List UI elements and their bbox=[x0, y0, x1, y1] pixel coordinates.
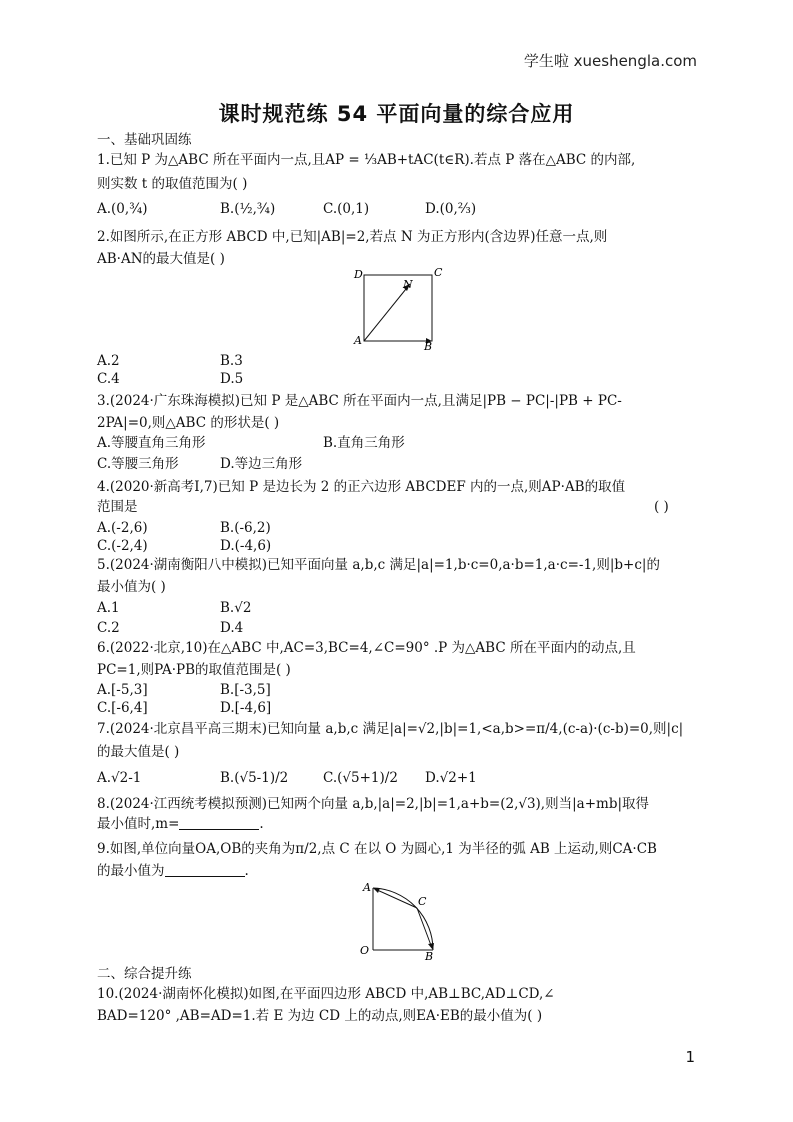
question-3-option-c: C.等腰三角形 bbox=[97, 456, 179, 472]
question-10-text: 10.(2024·湖南怀化模拟)如图,在平面四边形 ABCD 中,AB⊥BC,AD⊥CD,∠ bbox=[97, 986, 555, 1002]
page-number: 1 bbox=[685, 1048, 695, 1066]
question-9-suffix: . bbox=[244, 863, 249, 879]
question-7-text-cont: 的最大值是( ) bbox=[97, 744, 180, 760]
question-7-option-c: C.(√5+1)/2 bbox=[323, 770, 398, 786]
question-2-option-a: A.2 bbox=[97, 353, 120, 369]
question-5-text-cont: 最小值为( ) bbox=[97, 579, 166, 595]
question-5-option-c: C.2 bbox=[97, 620, 120, 636]
question-6-option-c: C.[-6,4] bbox=[97, 700, 148, 716]
watermark: 学生啦 xueshengla.com bbox=[523, 52, 697, 70]
question-7-option-d: D.√2+1 bbox=[425, 770, 477, 786]
square-figure bbox=[350, 266, 450, 352]
question-7-text: 7.(2024·北京昌平高三期末)已知向量 a,b,c 满足|a|=√2,|b|=1,<a,b>=π/4,(c-a)·(c-b)=0,则|c| bbox=[97, 721, 684, 737]
label-c: C bbox=[418, 895, 427, 908]
question-5-option-b: B.√2 bbox=[220, 600, 252, 616]
question-3-option-d: D.等边三角形 bbox=[220, 456, 303, 472]
question-5-option-a: A.1 bbox=[97, 600, 120, 616]
label-a: A bbox=[363, 881, 371, 894]
label-b: B bbox=[424, 340, 433, 352]
question-1-text-cont: 则实数 t 的取值范围为( ) bbox=[97, 176, 248, 192]
arc-figure bbox=[355, 878, 445, 962]
question-4-text-cont: 范围是 bbox=[97, 499, 138, 515]
question-9-text: 9.如图,单位向量OA,OB的夹角为π/2,点 C 在以 O 为圆心,1 为半径的弧 AB 上运动,则CA·CB bbox=[97, 841, 657, 857]
question-1-option-d: D.(0,⅔) bbox=[425, 201, 477, 217]
question-10-text-cont: BAD=120° ,AB=AD=1.若 E 为边 CD 上的动点,则EA·EB的最小值为( ) bbox=[97, 1008, 543, 1024]
question-4-option-b: B.(-6,2) bbox=[220, 520, 271, 536]
question-1-text: 1.已知 P 为△ABC 所在平面内一点,且AP = ⅓AB+tAC(t∈R).若点 P 落在△ABC 的内部, bbox=[97, 152, 636, 168]
question-8-answer-blank[interactable] bbox=[179, 815, 259, 830]
question-3-text-cont: 2PA|=0,则△ABC 的形状是( ) bbox=[97, 415, 280, 431]
label-o: O bbox=[360, 944, 370, 957]
question-2-option-b: B.3 bbox=[220, 353, 243, 369]
question-7-option-a: A.√2-1 bbox=[97, 770, 142, 786]
label-a: A bbox=[354, 334, 362, 347]
question-3-option-b: B.直角三角形 bbox=[323, 435, 405, 451]
question-8-text: 8.(2024·江西统考模拟预测)已知两个向量 a,b,|a|=2,|b|=1,a+b=(2,√3),则当|a+mb|取得 bbox=[97, 796, 650, 812]
question-4-option-c: C.(-2,4) bbox=[97, 538, 148, 554]
question-8-suffix: . bbox=[259, 816, 264, 832]
question-8-prefix: 最小值时,m= bbox=[97, 816, 180, 832]
label-b: B bbox=[425, 950, 434, 962]
question-2-text: 2.如图所示,在正方形 ABCD 中,已知|AB|=2,若点 N 为正方形内(含边界)任意一点,则 bbox=[97, 229, 608, 245]
question-4-option-a: A.(-2,6) bbox=[97, 520, 148, 536]
section-heading-basic: 一、基础巩固练 bbox=[97, 132, 192, 148]
question-1-option-a: A.(0,¾) bbox=[97, 201, 148, 217]
section-heading-advanced: 二、综合提升练 bbox=[97, 966, 192, 982]
question-3-option-a: A.等腰直角三角形 bbox=[97, 435, 206, 451]
question-2-option-d: D.5 bbox=[220, 371, 244, 387]
question-3-text: 3.(2024·广东珠海模拟)已知 P 是△ABC 所在平面内一点,且满足|PB − PC|-|PB + PC- bbox=[97, 393, 622, 409]
label-c: C bbox=[434, 266, 443, 279]
question-4-option-d: D.(-4,6) bbox=[220, 538, 272, 554]
label-n: N bbox=[403, 278, 413, 291]
question-6-option-a: A.[-5,3] bbox=[97, 682, 148, 698]
question-6-text-cont: PC=1,则PA·PB的取值范围是( ) bbox=[97, 662, 291, 678]
question-7-option-b: B.(√5-1)/2 bbox=[220, 770, 289, 786]
question-6-option-d: D.[-4,6] bbox=[220, 700, 272, 716]
question-2-option-c: C.4 bbox=[97, 371, 120, 387]
question-4-paren: ( ) bbox=[654, 499, 669, 515]
question-6-text: 6.(2022·北京,10)在△ABC 中,AC=3,BC=4,∠C=90° .P 为△ABC 所在平面内的动点,且 bbox=[97, 640, 636, 656]
question-5-option-d: D.4 bbox=[220, 620, 244, 636]
question-2-text-cont: AB·AN的最大值是( ) bbox=[97, 251, 225, 267]
question-9-text-cont bbox=[97, 862, 249, 880]
question-9-prefix: 的最小值为 bbox=[97, 863, 165, 879]
question-1-option-b: B.(½,¾) bbox=[220, 201, 276, 217]
label-d: D bbox=[354, 268, 363, 281]
question-4-text: 4.(2020·新高考Ⅰ,7)已知 P 是边长为 2 的正六边形 ABCDEF 内的一点,则AP·AB的取值 bbox=[97, 479, 626, 495]
question-8-text-cont bbox=[97, 815, 264, 833]
question-9-answer-blank[interactable] bbox=[165, 862, 245, 877]
question-6-option-b: B.[-3,5] bbox=[220, 682, 271, 698]
question-1-option-c: C.(0,1) bbox=[323, 201, 370, 217]
page-title: 课时规范练 54 平面向量的综合应用 bbox=[218, 102, 575, 126]
question-5-text: 5.(2024·湖南衡阳八中模拟)已知平面向量 a,b,c 满足|a|=1,b·c=0,a·b=1,a·c=-1,则|b+c|的 bbox=[97, 557, 660, 573]
